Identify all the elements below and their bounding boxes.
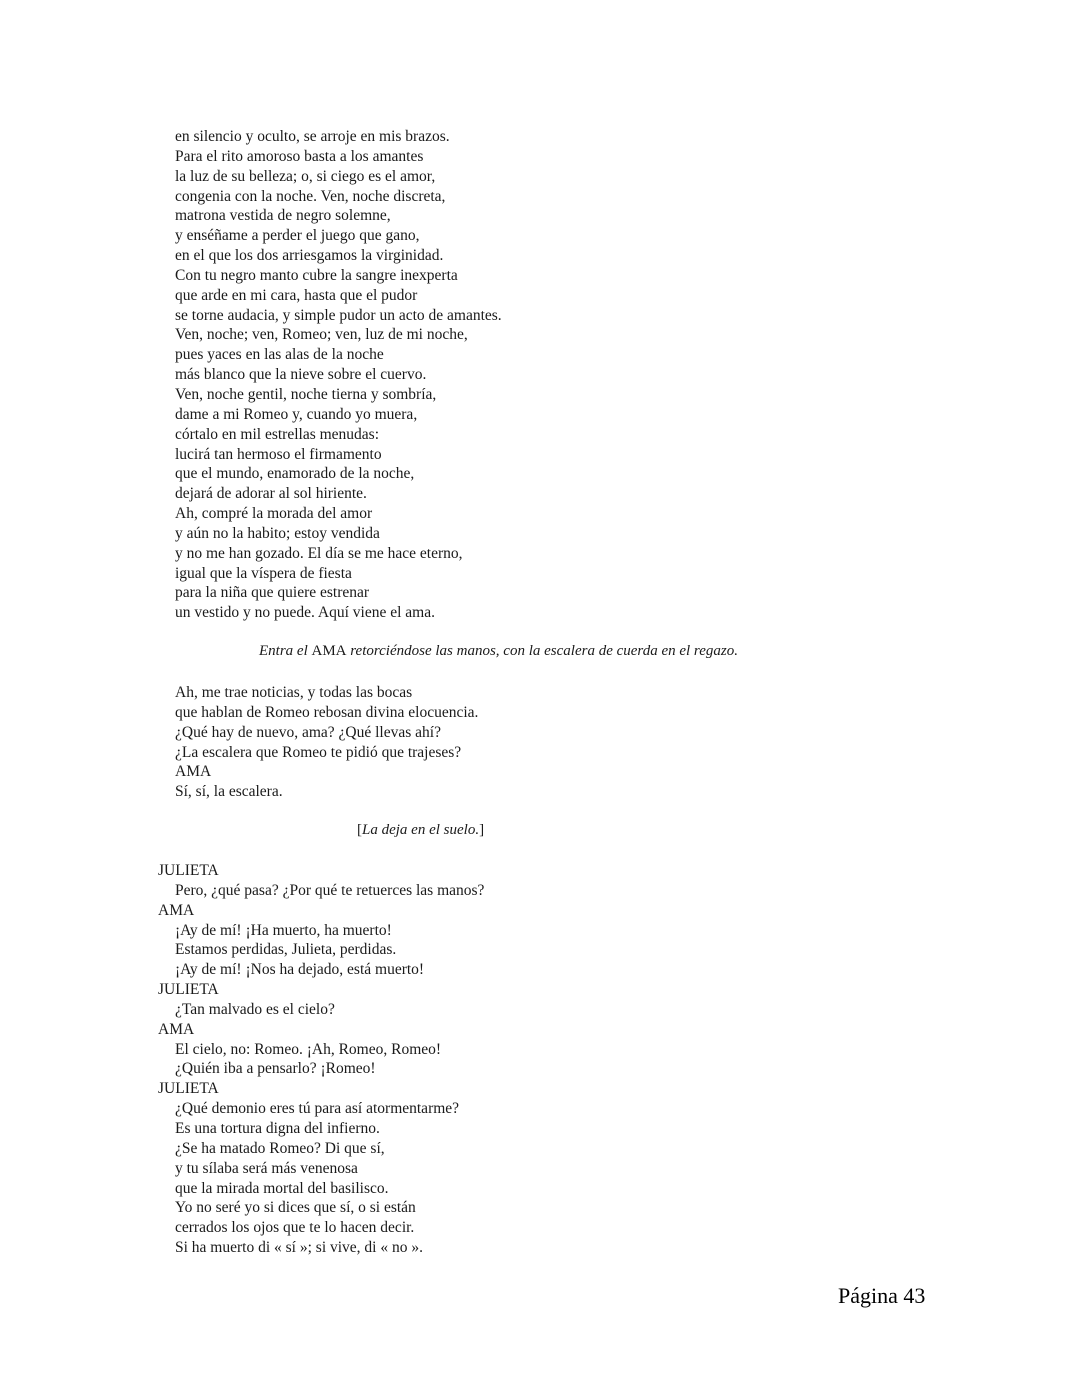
verse-line: ¡Ay de mí! ¡Ha muerto, ha muerto!: [175, 921, 392, 939]
verse-line: más blanco que la nieve sobre el cuervo.: [175, 366, 427, 384]
verse-line: ¿Tan malvado es el cielo?: [175, 1000, 335, 1018]
verse-line: en silencio y oculto, se arroje en mis brazos.: [175, 128, 450, 145]
verse-line: lucirá tan hermoso el firmamento: [175, 445, 382, 463]
speaker-name: JULIETA: [158, 1080, 219, 1098]
stage-direction-character: AMA: [311, 643, 347, 659]
verse-line: córtalo en mil estrellas menudas:: [175, 425, 380, 443]
verse-line: un vestido y no puede. Aquí viene el ama.: [175, 604, 435, 622]
verse-line: ¿Qué demonio eres tú para así atormentarme?: [175, 1100, 460, 1118]
verse-line: ¿Qué hay de nuevo, ama? ¿Qué llevas ahí?: [175, 723, 441, 741]
verse-line: congenia con la noche. Ven, noche discreta,: [175, 187, 446, 205]
verse-line: Si ha muerto di « sí »; si vive, di « no ».: [175, 1239, 423, 1257]
verse-line: ¿La escalera que Romeo te pidió que trajeses?: [175, 743, 462, 761]
verse-line: Es una tortura digna del infierno.: [175, 1119, 380, 1137]
verse-line: El cielo, no: Romeo. ¡Ah, Romeo, Romeo!: [175, 1040, 442, 1058]
verse-line: se torne audacia, y simple pudor un acto de amantes.: [175, 306, 502, 324]
verse-line: cerrados los ojos que te lo hacen decir.: [175, 1219, 415, 1237]
verse-line: Ah, me trae noticias, y todas las bocas: [175, 684, 413, 701]
stage-direction-text: La deja en el suelo.: [362, 822, 480, 838]
speaker-name: JULIETA: [158, 981, 219, 999]
verse-line: que la mirada mortal del basilisco.: [175, 1179, 389, 1197]
stage-direction-entrance: [259, 643, 738, 660]
verse-line: matrona vestida de negro solemne,: [175, 207, 391, 225]
verse-line: pues yaces en las alas de la noche: [175, 346, 384, 364]
speaker-name: AMA: [175, 763, 212, 781]
dialogue-block: [158, 861, 485, 1258]
verse-line: para la niña que quiere estrenar: [175, 584, 370, 602]
verse-line: y aún no la habito; estoy vendida: [175, 524, 380, 542]
verse-line: que arde en mi cara, hasta que el pudor: [175, 286, 418, 304]
verse-line: que el mundo, enamorado de la noche,: [175, 465, 415, 483]
verse-line: dejará de adorar al sol hiriente.: [175, 485, 367, 503]
verse-line: Ah, compré la morada del amor: [175, 505, 373, 523]
verse-line: en el que los dos arriesgamos la virginidad.: [175, 247, 444, 265]
verse-line: igual que la víspera de fiesta: [175, 564, 352, 582]
verse-line: ¿Se ha matado Romeo? Di que sí,: [175, 1139, 385, 1157]
verse-line: Para el rito amoroso basta a los amantes: [175, 147, 424, 165]
verse-line: Estamos perdidas, Julieta, perdidas.: [175, 941, 397, 959]
verse-block-2: [175, 683, 478, 802]
verse-line: Yo no seré yo si dices que sí, o si están: [175, 1199, 416, 1217]
speaker-name: AMA: [158, 901, 195, 919]
verse-line: Ven, noche gentil, noche tierna y sombría,: [175, 385, 437, 403]
speaker-name: JULIETA: [158, 862, 219, 879]
verse-line: dame a mi Romeo y, cuando yo muera,: [175, 405, 418, 423]
verse-line: y enséñame a perder el juego que gano,: [175, 227, 420, 245]
verse-line: Pero, ¿qué pasa? ¿Por qué te retuerces las manos?: [175, 881, 485, 899]
bracket-open: [: [357, 822, 362, 838]
verse-line: Ven, noche; ven, Romeo; ven, luz de mi noche,: [175, 326, 468, 344]
verse-line: y tu sílaba será más venenosa: [175, 1159, 358, 1177]
bracket-close: ]: [479, 822, 485, 838]
stage-direction-floor: [357, 822, 484, 839]
verse-line: Sí, sí, la escalera.: [175, 783, 283, 801]
verse-line: la luz de su belleza; o, si ciego es el amor,: [175, 167, 436, 185]
verse-line: y no me han gozado. El día se me hace eterno,: [175, 544, 463, 562]
stage-direction-pre: Entra el: [259, 643, 312, 659]
page-number: Página 43: [838, 1283, 926, 1308]
verse-line: ¿Quién iba a pensarlo? ¡Romeo!: [175, 1060, 376, 1078]
stage-direction-post: retorciéndose las manos, con la escalera de cuerda en el regazo.: [346, 643, 738, 659]
verse-line: que hablan de Romeo rebosan divina elocuencia.: [175, 703, 479, 721]
speaker-name: AMA: [158, 1020, 195, 1038]
verse-line: ¡Ay de mí! ¡Nos ha dejado, está muerto!: [175, 961, 425, 979]
verse-line: Con tu negro manto cubre la sangre inexperta: [175, 266, 458, 284]
verse-block-1: [175, 127, 502, 623]
